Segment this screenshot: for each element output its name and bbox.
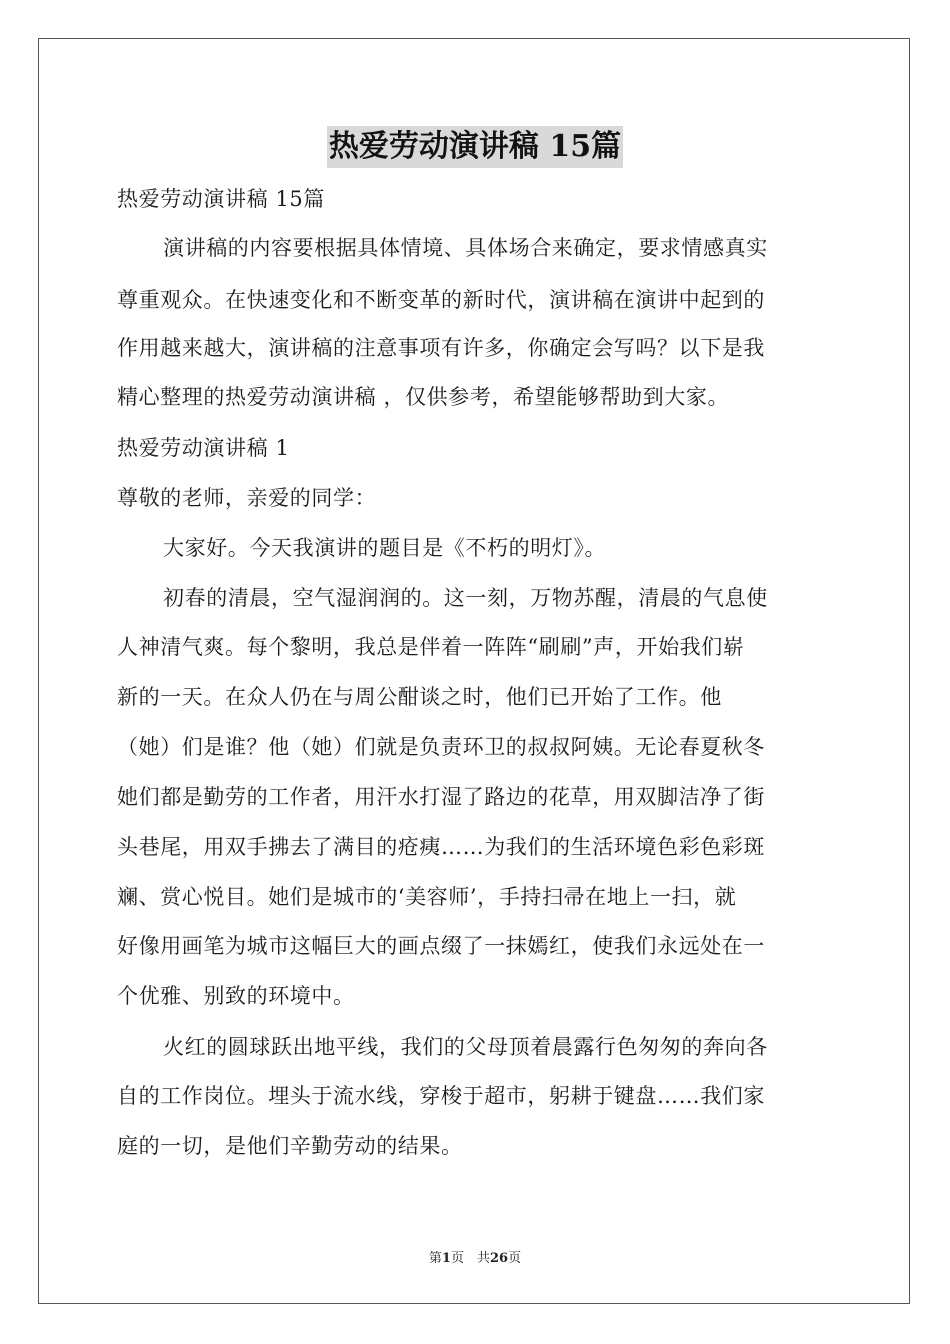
paragraph-line: 斓、赏心悦目。她们是城市的‘美容师’，手持扫帚在地上一扫，就: [117, 885, 737, 909]
footer-page-current: 1: [441, 1251, 451, 1266]
paragraph-line: 初春的清晨，空气湿润润的。这一刻，万物苏醒，清晨的气息使: [163, 586, 768, 610]
intro-paragraph-line: 尊重观众。在快速变化和不断变革的新时代，演讲稿在演讲中起到的: [117, 288, 765, 312]
subtitle-line: 热爱劳动演讲稿 15篇: [117, 187, 325, 211]
paragraph-line: 她们都是勤劳的工作者，用汗水打湿了路边的花草，用双脚洁净了街: [117, 785, 765, 809]
paragraph-line: 个优雅、别致的环境中。: [117, 984, 355, 1008]
section-heading: 热爱劳动演讲稿 1: [117, 436, 290, 460]
paragraph-line: 人神清气爽。每个黎明，我总是伴着一阵阵“刷刷”声，开始我们崭: [117, 635, 745, 659]
title-wrap: [117, 126, 833, 168]
intro-paragraph-line: 作用越来越大，演讲稿的注意事项有许多，你确定会写吗？以下是我: [117, 336, 765, 360]
footer-page-suffix: 页: [508, 1251, 522, 1266]
intro-paragraph-line: 演讲稿的内容要根据具体情境、具体场合来确定，要求情感真实: [163, 236, 768, 260]
intro-paragraph-line: 精心整理的热爱劳动演讲稿 ，仅供参考，希望能够帮助到大家。: [117, 385, 730, 409]
paragraph-line: 火红的圆球跃出地平线，我们的父母顶着晨露行色匆匆的奔向各: [163, 1035, 768, 1059]
document-title: 热爱劳动演讲稿 15篇: [327, 126, 623, 168]
paragraph-line: 自的工作岗位。埋头于流水线，穿梭于超市，躬耕于键盘……我们家: [117, 1084, 765, 1108]
footer-page-prefix: 第: [428, 1251, 442, 1266]
paragraph-line: 大家好。今天我演讲的题目是《不朽的明灯》。: [163, 536, 607, 560]
salutation: 尊敬的老师，亲爱的同学：: [117, 486, 377, 510]
paragraph-line: 新的一天。在众人仍在与周公酣谈之时，他们已开始了工作。他: [117, 685, 722, 709]
page-border: [38, 38, 910, 1304]
paragraph-line: 庭的一切，是他们辛勤劳动的结果。: [117, 1134, 463, 1158]
footer-page-total: 26: [489, 1251, 509, 1266]
page-footer: [0, 1250, 950, 1268]
paragraph-line: （她）们是谁？他（她）们就是负责环卫的叔叔阿姨。无论春夏秋冬: [117, 735, 765, 759]
paragraph-line: 头巷尾，用双手拂去了满目的疮痍……为我们的生活环境色彩色彩斑: [117, 835, 765, 859]
footer-page-mid: 页 共: [450, 1251, 490, 1266]
paragraph-line: 好像用画笔为城市这幅巨大的画点缀了一抹嫣红，使我们永远处在一: [117, 934, 765, 958]
